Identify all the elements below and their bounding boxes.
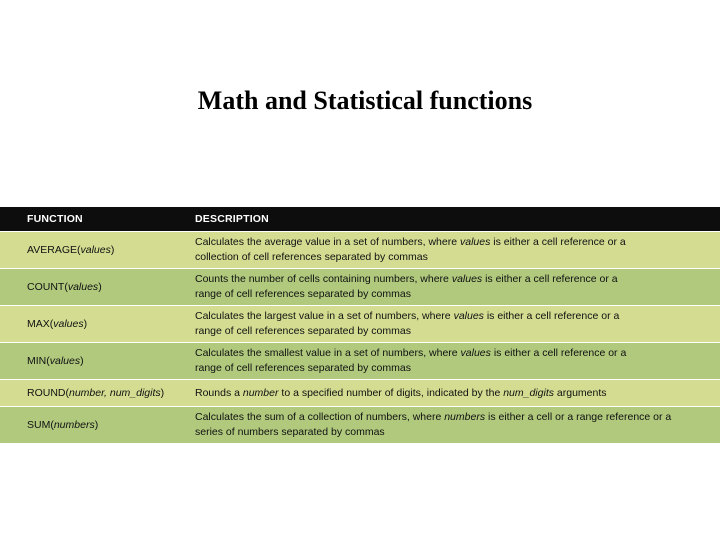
- description-text: Rounds a: [195, 386, 243, 399]
- description-arg: number: [242, 386, 279, 399]
- function-cell: [0, 418, 195, 433]
- function-close: ): [94, 418, 99, 431]
- function-name: MIN(: [27, 354, 50, 367]
- description-text: is either a cell reference or a: [482, 273, 618, 285]
- function-args: values: [53, 317, 84, 330]
- description-cell: [195, 272, 720, 302]
- header-description: DESCRIPTION: [195, 213, 269, 225]
- function-cell: [0, 386, 195, 401]
- description-text: Calculates the smallest value in a set of numbers, where: [195, 347, 461, 359]
- description-text: to a specified number of digits, indicated by the: [278, 386, 504, 399]
- function-name: MAX(: [27, 317, 54, 330]
- function-cell: [0, 317, 195, 332]
- description-cell: [195, 386, 720, 401]
- description-arg: values: [451, 273, 483, 285]
- description-text: range of cell references separated by commas: [195, 288, 411, 300]
- table-row: [0, 231, 720, 268]
- description-arg: numbers: [444, 411, 486, 423]
- table-row: [0, 305, 720, 342]
- functions-table: [0, 207, 720, 443]
- description-text: range of cell references separated by commas: [195, 325, 411, 337]
- function-close: ): [83, 317, 88, 330]
- function-close: ): [98, 280, 102, 293]
- table-row: [0, 379, 720, 406]
- table-row: [0, 406, 720, 443]
- description-text: is either a cell or a range reference or a: [485, 411, 672, 423]
- table-row: [0, 342, 720, 379]
- table-header: [0, 207, 720, 231]
- description-cell: [195, 346, 720, 376]
- function-name: ROUND(: [27, 386, 69, 399]
- function-cell: [0, 354, 195, 369]
- description-text: Calculates the average value in a set of numbers, where: [195, 236, 460, 248]
- function-cell: [0, 243, 195, 258]
- function-name: AVERAGE(: [27, 243, 81, 256]
- header-function: FUNCTION: [27, 213, 83, 225]
- description-cell: [195, 309, 720, 339]
- slide-title: Math and Statistical functions: [197, 86, 533, 115]
- description-arg: num_digits: [503, 386, 554, 399]
- description-text: arguments: [553, 386, 607, 399]
- function-close: ): [110, 243, 115, 256]
- function-name: SUM(: [27, 418, 54, 431]
- description-text: is either a cell reference or a: [490, 236, 626, 248]
- function-args: number, num_digits: [69, 386, 161, 399]
- table-row: [0, 268, 720, 305]
- function-close: ): [160, 386, 165, 399]
- function-name: COUNT(: [27, 280, 68, 293]
- description-text: is either a cell reference or a: [490, 347, 627, 359]
- description-text: is either a cell reference or a: [483, 310, 620, 322]
- description-arg: values: [460, 347, 491, 359]
- description-text: series of numbers separated by commas: [195, 426, 385, 438]
- function-args: values: [49, 354, 81, 367]
- description-cell: [195, 235, 720, 265]
- description-text: Counts the number of cells containing numbers, where: [195, 273, 452, 285]
- description-text: range of cell references separated by commas: [195, 362, 411, 374]
- description-arg: values: [459, 236, 491, 248]
- description-text: collection of cell references separated by commas: [195, 251, 428, 263]
- description-cell: [195, 410, 720, 440]
- description-arg: values: [453, 310, 484, 322]
- function-close: ): [80, 354, 84, 367]
- function-cell: [0, 280, 195, 295]
- description-text: Calculates the sum of a collection of numbers, where: [195, 411, 445, 423]
- function-args: values: [67, 280, 99, 293]
- description-text: Calculates the largest value in a set of numbers, where: [195, 310, 454, 322]
- function-args: numbers: [53, 418, 95, 431]
- function-args: values: [80, 243, 111, 256]
